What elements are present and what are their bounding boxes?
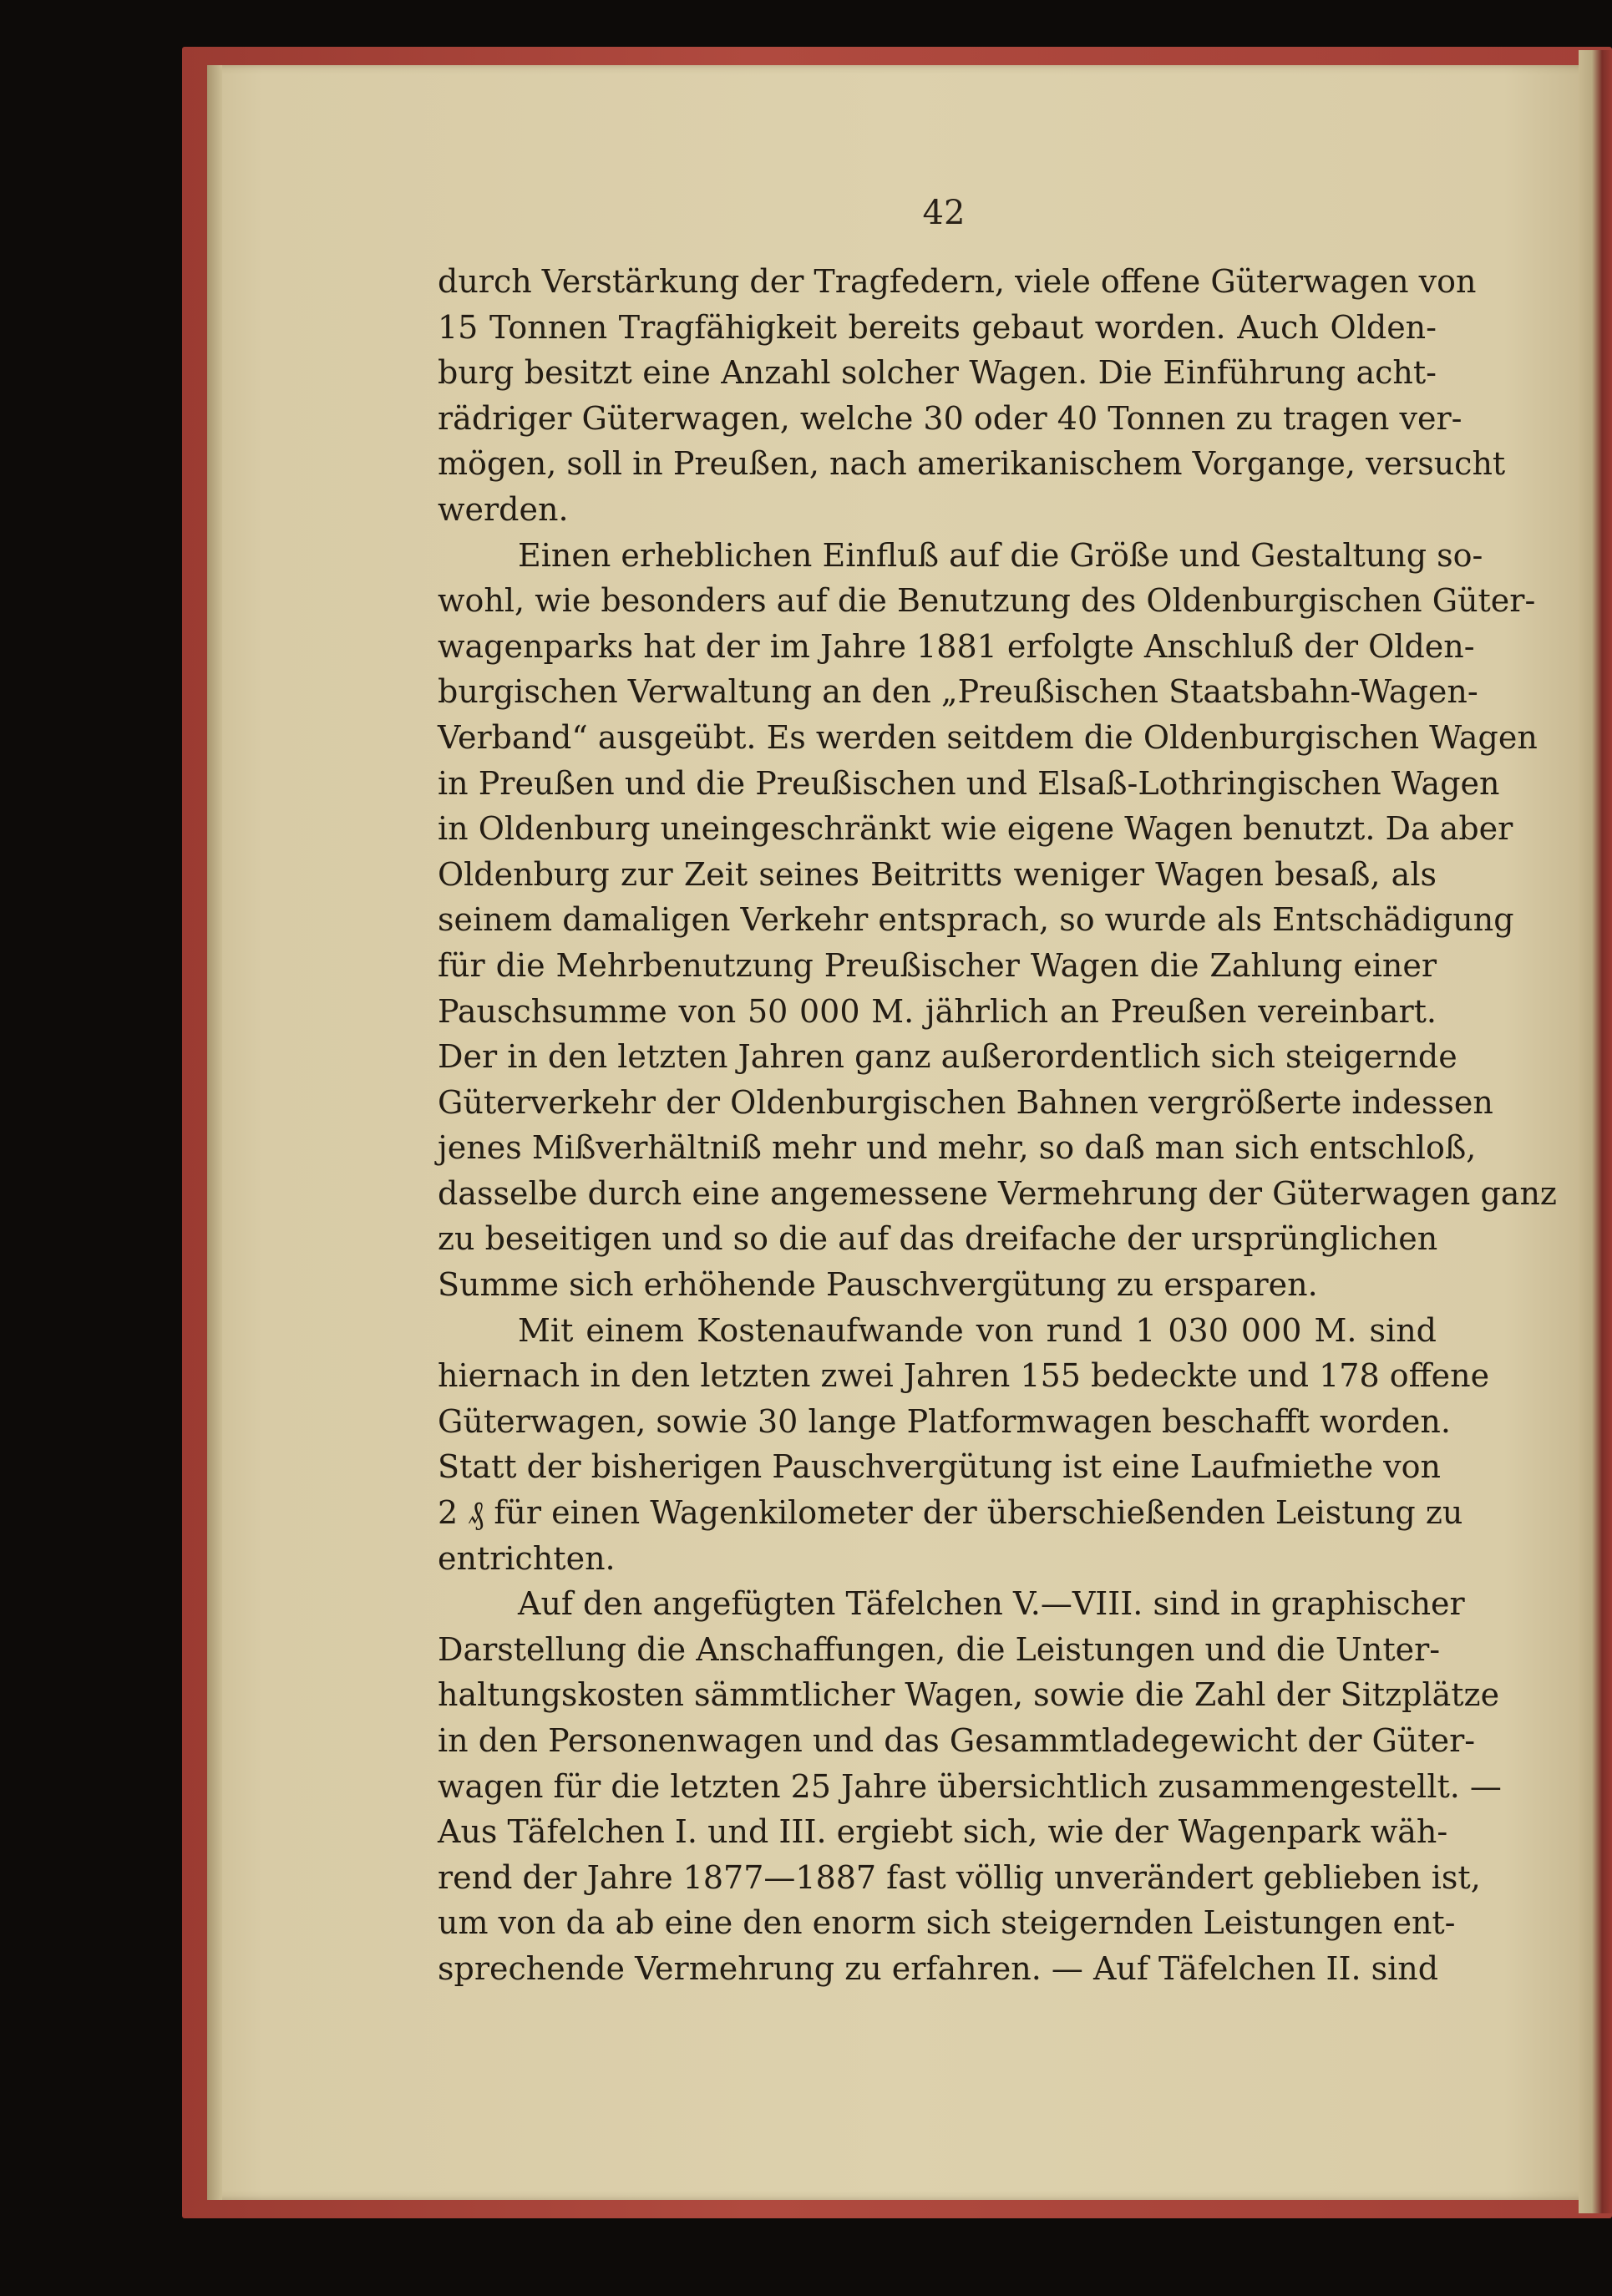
text-line: wagen für die letzten 25 Jahre übersichtlich zusammengestellt. — xyxy=(438,1767,1502,1805)
page-gutter xyxy=(207,65,222,2200)
text-line: dasselbe durch eine angemessene Vermehrung der Güterwagen ganz xyxy=(438,1174,1557,1212)
text-line: für die Mehrbenutzung Preußischer Wagen die Zahlung einer xyxy=(438,946,1437,984)
text-line: Güterverkehr der Oldenburgischen Bahnen vergrößerte indessen xyxy=(438,1083,1493,1121)
text-line: seinem damaligen Verkehr entsprach, so wurde als Entschädigung xyxy=(438,901,1514,939)
text-line: hiernach in den letzten zwei Jahren 155 bedeckte und 178 offene xyxy=(438,1357,1490,1395)
text-line: Einen erheblichen Einfluß auf die Größe und Gestaltung so- xyxy=(518,536,1483,574)
text-line: Auf den angefügten Täfelchen V.—VIII. sind in graphischer xyxy=(518,1585,1465,1623)
text-line: um von da ab eine den enorm sich steigernden Leistungen ent- xyxy=(438,1904,1456,1942)
text-line: durch Verstärkung der Tragfedern, viele offene Güterwagen von xyxy=(438,263,1477,300)
text-line: wagenparks hat der im Jahre 1881 erfolgte Anschluß der Olden- xyxy=(438,627,1475,665)
text-line: werden. xyxy=(438,490,569,528)
text-line: haltungskosten sämmtlicher Wagen, sowie die Zahl der Sitzplätze xyxy=(438,1676,1500,1714)
page-edge xyxy=(1579,50,1612,2213)
text-line: jenes Mißverhältniß mehr und mehr, so daß man sich entschloß, xyxy=(438,1129,1477,1167)
text-line: wohl, wie besonders auf die Benutzung des Oldenburgischen Güter- xyxy=(438,582,1536,620)
page-number: 42 xyxy=(922,194,966,232)
text-line: rädriger Güterwagen, welche 30 oder 40 Tonnen zu tragen ver- xyxy=(438,399,1462,437)
paragraph xyxy=(438,1581,1502,1991)
paragraph xyxy=(438,1308,1490,1582)
text-line: mögen, soll in Preußen, nach amerikanischem Vorgange, versucht xyxy=(438,445,1506,483)
text-line: Darstellung die Anschaffungen, die Leistungen und die Unter- xyxy=(438,1630,1441,1668)
text-line: in den Personenwagen und das Gesammtladegewicht der Güter- xyxy=(438,1722,1476,1759)
text-line: Der in den letzten Jahren ganz außerordentlich sich steigernde xyxy=(438,1038,1457,1076)
text-line: Pauschsumme von 50 000 M. jährlich an Preußen vereinbart. xyxy=(438,992,1437,1030)
paragraph xyxy=(438,259,1506,533)
text-line: Statt der bisherigen Pauschvergütung ist eine Laufmiethe von xyxy=(438,1448,1441,1486)
paragraph xyxy=(438,533,1557,1308)
text-line: sprechende Vermehrung zu erfahren. — Auf Täfelchen II. sind xyxy=(438,1949,1439,1987)
text-line: Verband“ ausgeübt. Es werden seitdem die Oldenburgischen Wagen xyxy=(438,718,1538,756)
text-line: in Oldenburg uneingeschränkt wie eigene Wagen benutzt. Da aber xyxy=(438,810,1513,848)
text-line: 2 ₰ für einen Wagenkilometer der überschießenden Leistung zu xyxy=(438,1494,1463,1532)
text-line: Aus Täfelchen I. und III. ergiebt sich, wie der Wagenpark wäh- xyxy=(438,1813,1448,1851)
text-line: 15 Tonnen Tragfähigkeit bereits gebaut worden. Auch Olden- xyxy=(438,308,1437,346)
text-line: Oldenburg zur Zeit seines Beitritts weniger Wagen besaß, als xyxy=(438,855,1437,893)
text-line: rend der Jahre 1877—1887 fast völlig unverändert geblieben ist, xyxy=(438,1858,1481,1896)
text-line: entrichten. xyxy=(438,1539,616,1577)
text-line: Güterwagen, sowie 30 lange Platformwagen beschafft worden. xyxy=(438,1402,1451,1440)
text-line: in Preußen und die Preußischen und Elsaß-Lothringischen Wagen xyxy=(438,764,1500,802)
text-line: burgischen Verwaltung an den „Preußischen Staatsbahn-Wagen- xyxy=(438,673,1478,711)
text-line: zu beseitigen und so die auf das dreifache der ursprünglichen xyxy=(438,1220,1438,1258)
body-text xyxy=(438,259,1557,1992)
text-line: burg besitzt eine Anzahl solcher Wagen. Die Einführung acht- xyxy=(438,354,1437,392)
text-line: Mit einem Kostenaufwande von rund 1 030 000 M. sind xyxy=(518,1311,1437,1349)
text-line: Summe sich erhöhende Pauschvergütung zu ersparen. xyxy=(438,1266,1318,1304)
